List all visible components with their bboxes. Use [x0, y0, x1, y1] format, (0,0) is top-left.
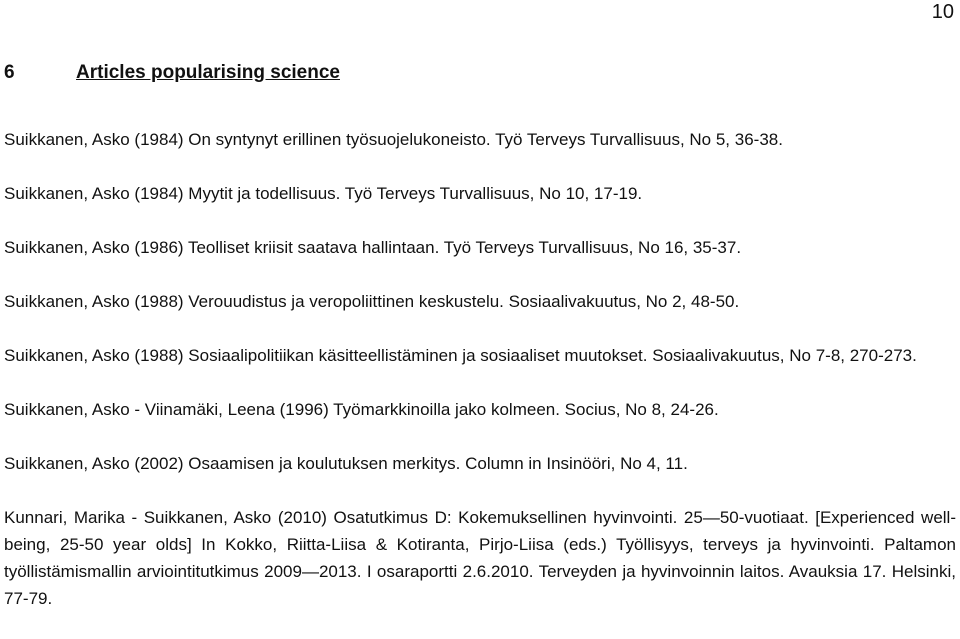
section-title: Articles popularising science [76, 62, 340, 83]
reference-entry: Suikkanen, Asko (1986) Teolliset kriisit saatava hallintaan. Työ Terveys Turvallisuus, No 16, 35-37. [4, 238, 742, 257]
reference-entry: Kunnari, Marika - Suikkanen, Asko (2010) Osatutkimus D: Kokemuksellinen hyvinvointi. 25—50-vuotiaat. [Experienced well-being, 25-50 year olds] In Kokko, Riitta-Liisa & Kotiranta, Pirjo-Liisa (eds.) Työllisyys, terveys ja hyvinvointi. Paltamon työllistämismallin arviointitutkimus 2009—2013. I osaraportti 2.6.2010. Terveyden ja hyvinvoinnin laitos. Avauksia 17. Helsinki, 77-79. [4, 508, 956, 608]
reference-entry: Suikkanen, Asko (1988) Sosiaalipolitiikan käsitteellistäminen ja sosiaaliset muutokset. Sosiaalivakuutus, No 7-8, 270-273. [4, 346, 917, 365]
reference-entry: Suikkanen, Asko - Viinamäki, Leena (1996) Työmarkkinoilla jako kolmeen. Socius, No 8, 24-26. [4, 400, 719, 419]
section-heading [4, 62, 340, 84]
page-number: 10 [931, 1, 954, 23]
reference-entry: Suikkanen, Asko (1984) Myytit ja todellisuus. Työ Terveys Turvallisuus, No 10, 17-19. [4, 184, 643, 203]
reference-list [4, 126, 956, 639]
reference-entry: Suikkanen, Asko (1988) Verouudistus ja veropoliittinen keskustelu. Sosiaalivakuutus, No 2, 48-50. [4, 292, 740, 311]
reference-entry: Suikkanen, Asko (1984) On syntynyt erillinen työsuojelukoneisto. Työ Terveys Turvallisuus, No 5, 36-38. [4, 130, 783, 149]
reference-entry: Suikkanen, Asko (2002) Osaamisen ja koulutuksen merkitys. Column in Insinööri, No 4, 11. [4, 454, 688, 473]
section-number: 6 [4, 62, 15, 83]
